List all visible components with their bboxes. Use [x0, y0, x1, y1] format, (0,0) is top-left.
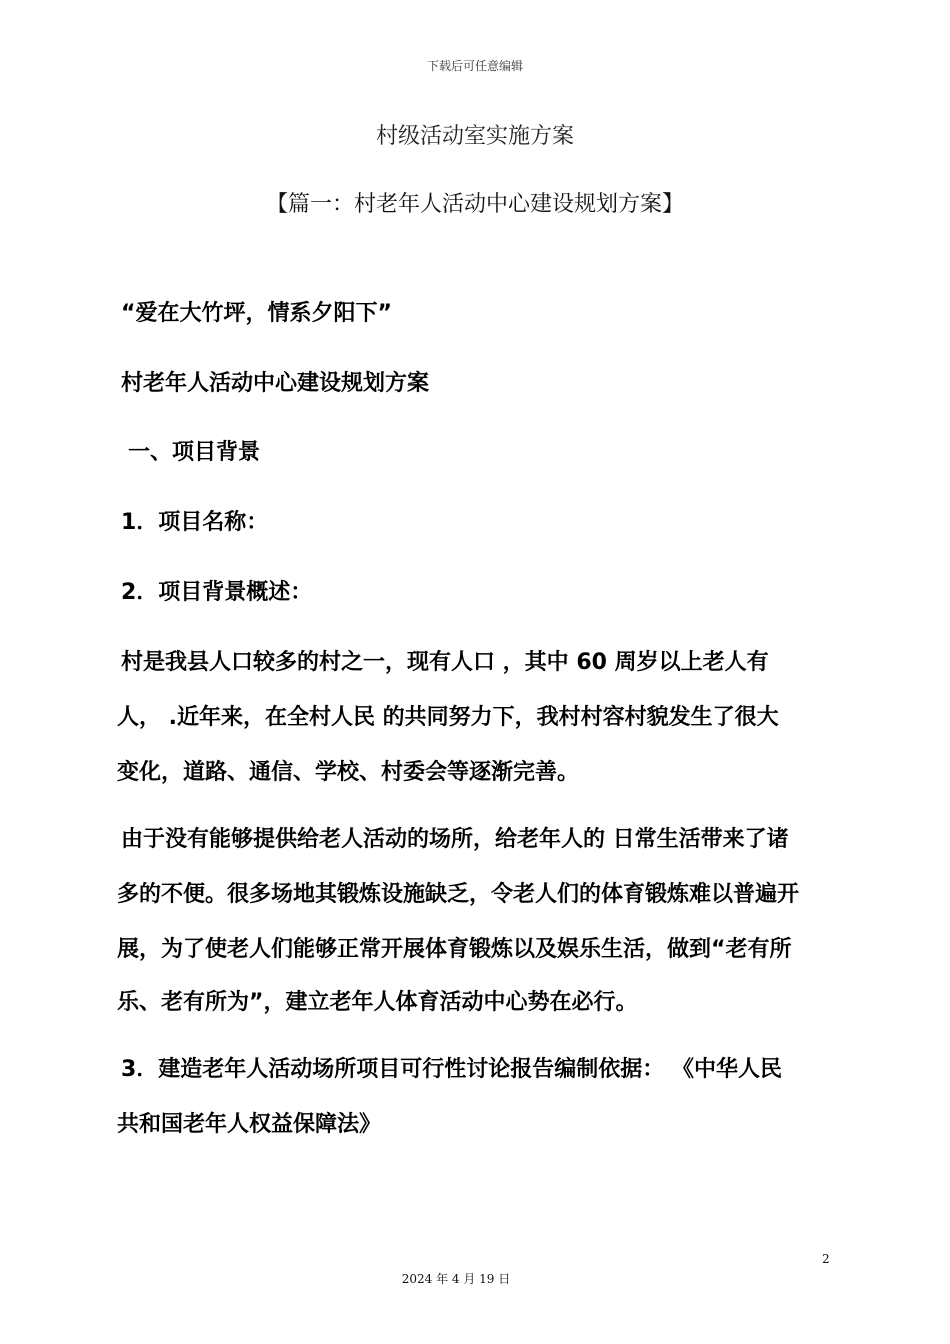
paragraph-1-line-1: 村是我县人口较多的村之一，现有人口 ，其中 60 周岁以上老人有 [121, 650, 769, 675]
slogan: “爱在大竹坪，情系夕阳下” [121, 301, 392, 326]
paragraph-1-line-3: 变化，道路、通信、学校、村委会等逐渐完善。 [117, 760, 580, 785]
header-note: 下载后可任意编辑 [426, 59, 523, 73]
section-heading-background: 一、项目背景 [128, 440, 261, 465]
paragraph-2-line-4: 乐、老有所为”，建立老年人体育活动中心势在必行。 [117, 990, 638, 1015]
document-title: 村级活动室实施方案 [375, 124, 574, 149]
plan-title: 村老年人活动中心建设规划方案 [121, 371, 430, 396]
item-3-line-2: 共和国老年人权益保障法》 [117, 1112, 382, 1137]
item-project-name: 1．项目名称： [121, 510, 269, 535]
paragraph-1-line-2: 人， .近年来，在全村人民 的共同努力下，我村村容村貌发生了很大 [117, 705, 779, 730]
item-3-line-1: 3．建造老年人活动场所项目可行性讨论报告编制依据： 《中华人民 [121, 1057, 782, 1082]
page-number: 2 [822, 1252, 830, 1266]
footer-date: 2024 年 4 月 19 日 [401, 1272, 511, 1286]
paragraph-2-line-1: 由于没有能够提供给老人活动的场所，给老年人的 日常生活带来了诸 [121, 827, 789, 852]
document-subtitle: 【篇一：村老年人活动中心建设规划方案】 [265, 192, 684, 217]
paragraph-2-line-3: 展，为了使老人们能够正常开展体育锻炼以及娱乐生活，做到“老有所 [117, 937, 792, 962]
item-project-background: 2．项目背景概述： [121, 580, 313, 605]
paragraph-2-line-2: 多的不便。很多场地其锻炼设施缺乏，令老人们的体育锻炼难以普遍开 [117, 882, 800, 907]
